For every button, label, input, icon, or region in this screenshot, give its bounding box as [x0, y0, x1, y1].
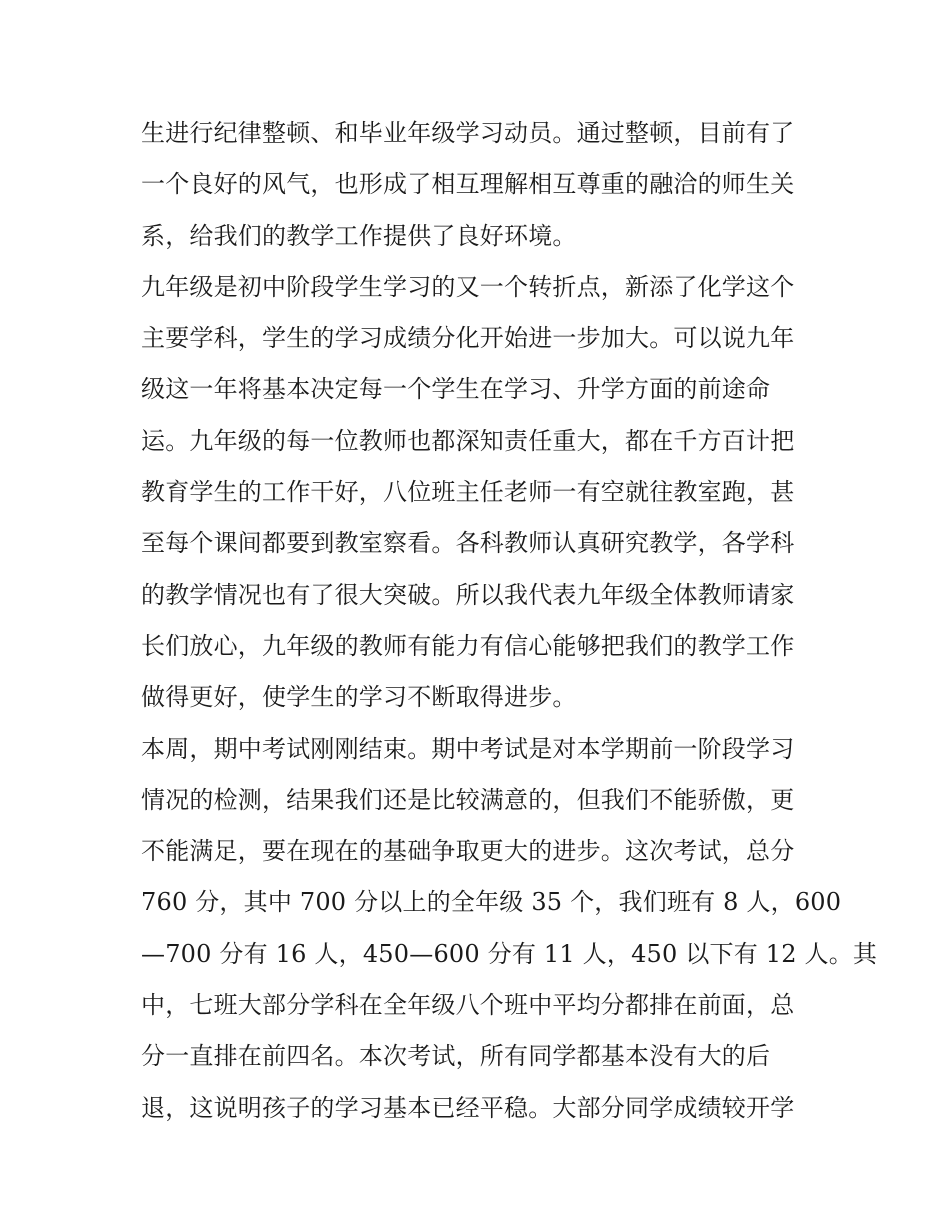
text-line: 退，这说明孩子的学习基本已经平稳。大部分同学成绩较开学 — [141, 1093, 795, 1122]
text-line: 不能满足，要在现在的基础争取更大的进步。这次考试，总分 — [141, 837, 795, 866]
body-text — [141, 108, 878, 1134]
text-line: 长们放心，九年级的教师有能力有信心能够把我们的教学工作 — [141, 631, 795, 660]
text-line: 的教学情况也有了很大突破。所以我代表九年级全体教师请家 — [141, 580, 795, 609]
text-line: 级这一年将基本决定每一个学生在学习、升学方面的前途命 — [141, 375, 771, 404]
text-line: 九年级是初中阶段学生学习的又一个转折点，新添了化学这个 — [141, 272, 795, 301]
text-line: 系，给我们的教学工作提供了良好环境。 — [141, 221, 577, 250]
text-line: 情况的检测，结果我们还是比较满意的，但我们不能骄傲，更 — [141, 785, 795, 814]
text-line: 至每个课间都要到教室察看。各科教师认真研究教学，各学科 — [141, 529, 795, 558]
text-line: —700 分有 16 人，450—600 分有 11 人，450 以下有 12 人。其 — [141, 939, 878, 968]
text-line: 做得更好，使学生的学习不断取得进步。 — [141, 683, 577, 712]
text-line: 760 分，其中 700 分以上的全年级 35 个，我们班有 8 人，600 — [141, 888, 842, 917]
text-line: 分一直排在前四名。本次考试，所有同学都基本没有大的后 — [141, 1042, 771, 1071]
text-line: 一个良好的风气，也形成了相互理解相互尊重的融洽的师生关 — [141, 170, 795, 199]
text-line: 生进行纪律整顿、和毕业年级学习动员。通过整顿，目前有了 — [141, 119, 795, 147]
text-line: 教育学生的工作干好，八位班主任老师一有空就往教室跑，甚 — [141, 478, 795, 507]
text-line: 主要学科，学生的学习成绩分化开始进一步加大。可以说九年 — [141, 324, 795, 353]
text-line: 本周，期中考试刚刚结束。期中考试是对本学期前一阶段学习 — [141, 734, 795, 763]
text-line: 运。九年级的每一位教师也都深知责任重大，都在千方百计把 — [141, 426, 795, 455]
text-line: 中，七班大部分学科在全年级八个班中平均分都排在前面，总 — [141, 991, 795, 1020]
